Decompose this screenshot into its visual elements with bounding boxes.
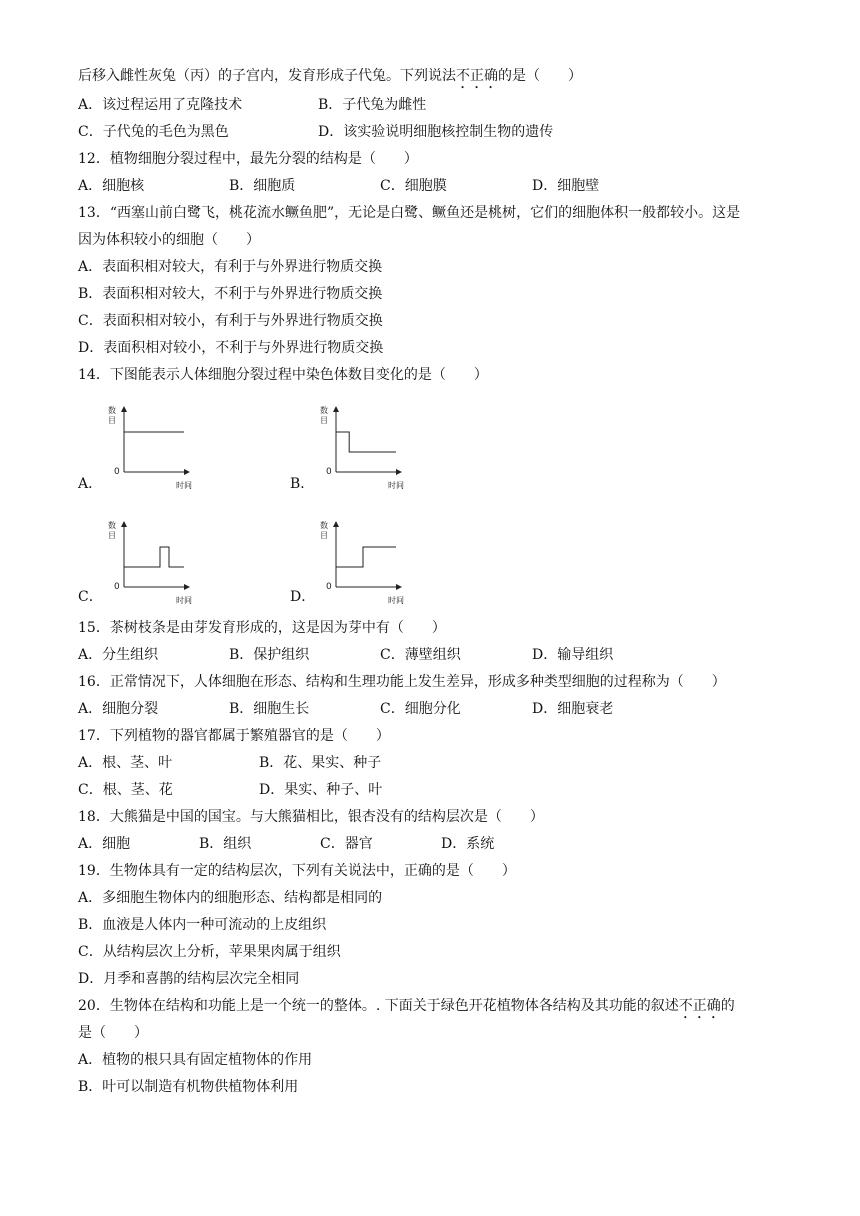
q14-chart-b [320,400,416,492]
q15-option-a: A．分生组织 [78,647,159,663]
y-axis-arrow-icon [333,521,339,527]
q17-option-b: B．花、果实、种子 [259,755,382,771]
x-axis-label: 时间 [388,481,404,490]
q15-option-c: C．薄壁组织 [380,647,461,663]
y-axis-arrow-icon [333,406,339,412]
q16-option-b: B．细胞生长 [229,701,310,717]
origin-label: 0 [326,467,332,477]
q20-stem-emphasis: 不正确 [678,998,721,1014]
q14-option-b-letter: B． [290,476,315,492]
y-axis-label-line2: 目 [108,416,116,425]
q13-stem-line1: 13．“西塞山前白鹭飞，桃花流水鳜鱼肥”，无论是白鹭、鳜鱼还是桃树，它们的细胞体积一般都较小。这是 [78,205,741,221]
y-axis-arrow-icon [121,406,127,412]
q11-option-a: A．该过程运用了克隆技术 [78,97,243,113]
q15-option-b: B．保护组织 [229,647,310,663]
q19-option-c: C．从结构层次上分析，苹果果肉属于组织 [78,944,341,960]
q11-stem-emphasis: 不正确 [456,68,498,84]
q20-stem-post: 的 [720,998,735,1014]
q19-stem: 19．生物体具有一定的结构层次，下列有关说法中，正确的是（ ） [78,863,516,879]
origin-label: 0 [114,467,120,477]
series-line [336,547,396,567]
y-axis-arrow-icon [121,521,127,527]
q13-stem-line2: 因为体积较小的细胞（ ） [78,232,260,248]
q15-stem: 15．茶树枝条是由芽发育形成的，这是因为芽中有（ ） [78,620,446,636]
y-axis-label-line1: 数 [320,406,328,415]
q17-option-c: C．根、茎、花 [78,782,173,798]
q12-option-b: B．细胞质 [229,178,296,194]
q14-option-a-letter: A． [78,476,103,492]
q20-stem-pre: 20．生物体在结构和功能上是一个统一的整体。. 下面关于绿色开花植物体各结构及其功能的叙述 [78,998,679,1014]
q20-option-b: B．叶可以制造有机物供植物体利用 [78,1079,299,1095]
q16-option-c: C．细胞分化 [380,701,461,717]
q19-option-b: B．血液是人体内一种可流动的上皮组织 [78,917,327,933]
x-axis-arrow-icon [396,584,402,590]
q13-option-b: B．表面积相对较大，不利于与外界进行物质交换 [78,286,383,302]
q14-chart-a [108,400,204,492]
x-axis-label: 时间 [388,596,404,605]
origin-label: 0 [114,582,120,592]
q13-option-c: C．表面积相对较小，有利于与外界进行物质交换 [78,313,383,329]
q18-option-c: C．器官 [320,836,373,852]
q17-option-a: A．根、茎、叶 [78,755,173,771]
q13-option-a: A．表面积相对较大，有利于与外界进行物质交换 [78,259,383,275]
q19-option-d: D．月季和喜鹊的结构层次完全相同 [78,971,300,987]
y-axis-label-line1: 数 [108,521,116,530]
y-axis-label-line2: 目 [108,531,116,540]
q13-option-d: D．表面积相对较小，不利于与外界进行物质交换 [78,340,384,356]
q11-stem-pre: 后移入雌性灰兔（丙）的子宫内，发育形成子代兔。下列说法 [78,68,456,84]
y-axis-label-line1: 数 [108,406,116,415]
q16-option-a: A．细胞分裂 [78,701,159,717]
q12-stem: 12．植物细胞分裂过程中，最先分裂的结构是（ ） [78,151,418,167]
q14-option-d-letter: D． [290,589,316,605]
q14-chart-d [320,515,416,607]
q18-option-b: B．组织 [199,836,252,852]
x-axis-label: 时间 [176,481,192,490]
q18-stem: 18．大熊猫是中国的国宝。与大熊猫相比，银杏没有的结构层次是（ ） [78,809,544,825]
q11-option-b: B．子代兔为雌性 [318,97,427,113]
y-axis-label-line2: 目 [320,531,328,540]
q11-option-d: D．该实验说明细胞核控制生物的遗传 [318,124,554,140]
q20-option-a: A．植物的根只具有固定植物体的作用 [78,1052,313,1068]
q18-option-a: A．细胞 [78,836,131,852]
x-axis-arrow-icon [396,469,402,475]
q16-stem: 16．正常情况下，人体细胞在形态、结构和生理功能上发生差异，形成多种类型细胞的过程称为（ ） [78,674,726,690]
series-line [124,547,184,567]
q18-option-d: D．系统 [441,836,495,852]
q17-stem: 17．下列植物的器官都属于繁殖器官的是（ ） [78,728,390,744]
q11-stem-post: 的是（ ） [498,68,582,84]
series-line [336,432,396,452]
q19-option-a: A．多细胞生物体内的细胞形态、结构都是相同的 [78,890,383,906]
x-axis-arrow-icon [184,469,190,475]
q11-option-c: C．子代兔的毛色为黑色 [78,124,229,140]
x-axis-arrow-icon [184,584,190,590]
q17-option-d: D．果实、种子、叶 [259,782,383,798]
y-axis-label-line1: 数 [320,521,328,530]
origin-label: 0 [326,582,332,592]
q12-option-d: D．细胞壁 [532,178,600,194]
q20-stem-line1 [78,996,735,1016]
q11-stem [78,66,582,86]
q20-stem-line2: 是（ ） [78,1025,148,1041]
y-axis-label-line2: 目 [320,416,328,425]
q14-stem: 14．下图能表示人体细胞分裂过程中染色体数目变化的是（ ） [78,367,488,383]
q14-chart-c [108,515,204,607]
q12-option-a: A．细胞核 [78,178,145,194]
q12-option-c: C．细胞膜 [380,178,447,194]
q15-option-d: D．输导组织 [532,647,614,663]
q16-option-d: D．细胞衰老 [532,701,614,717]
x-axis-label: 时间 [176,596,192,605]
q14-option-c-letter: C． [78,589,103,605]
